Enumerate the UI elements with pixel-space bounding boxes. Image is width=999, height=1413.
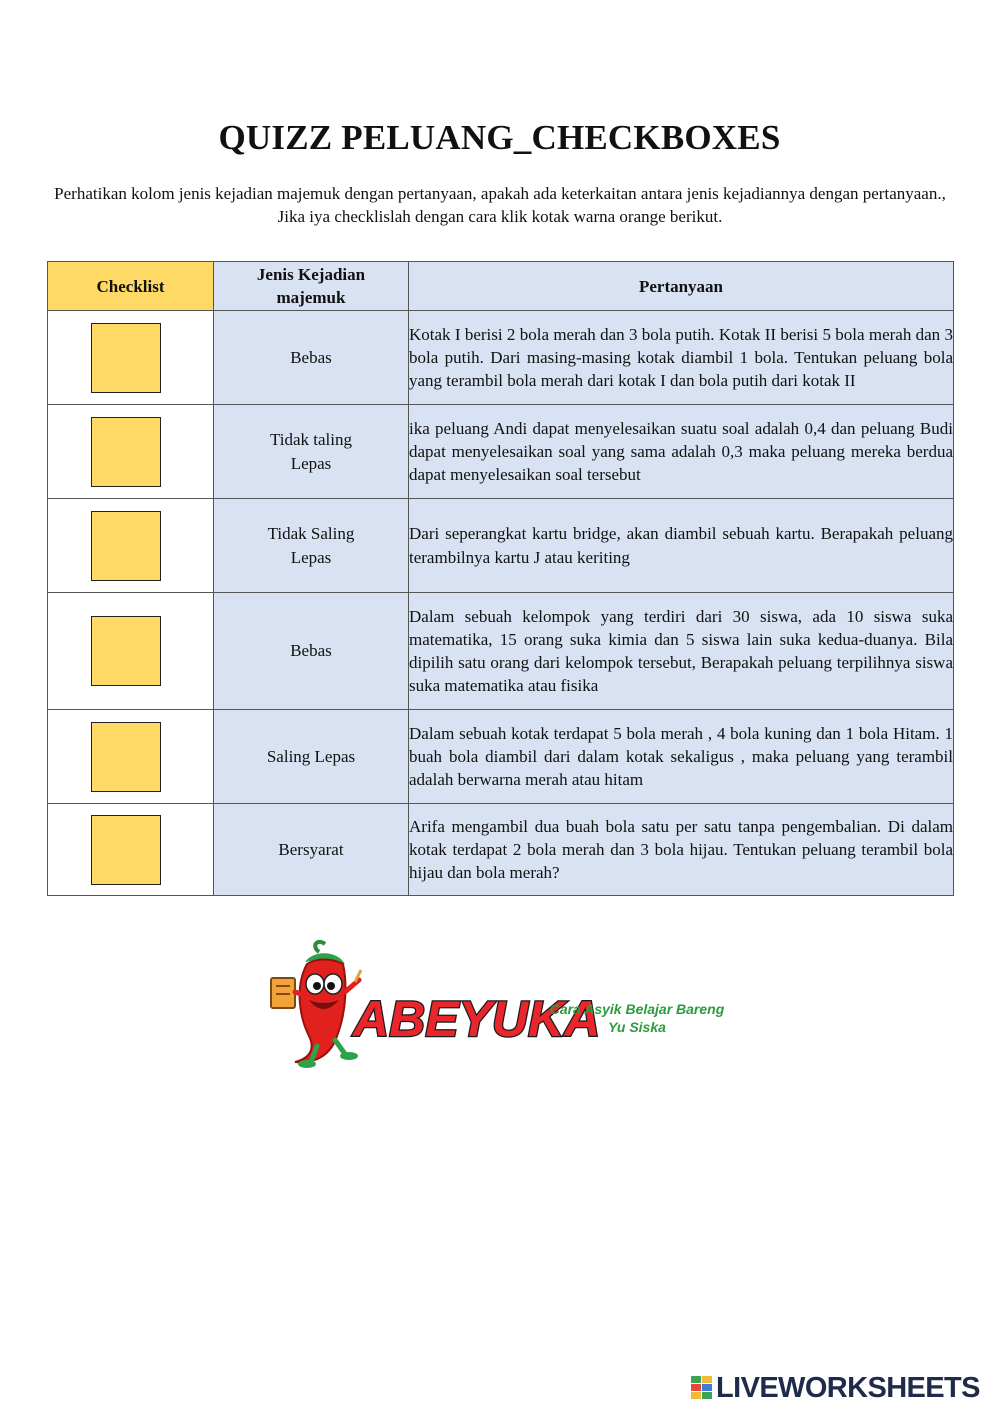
table-row: [48, 804, 954, 896]
abeyuka-logo: [265, 936, 765, 1072]
checklist-cell: [48, 311, 214, 405]
table-row: [48, 311, 954, 405]
question-text: Arifa mengambil dua buah bola satu per satu tanpa pengembalian. Di dalam kotak terdapat 2 bola merah dan 3 bola hijau. Tentukan peluang terambil bola hijau dan bola merah?: [409, 804, 954, 896]
jenis-label: Bebas: [290, 347, 332, 367]
checkbox-row-2[interactable]: [91, 417, 161, 487]
logo-tagline-line2: Yu Siska: [608, 1019, 666, 1035]
jenis-label: Tidak Saling: [267, 523, 355, 543]
question-text: Dari seperangkat kartu bridge, akan diambil sebuah kartu. Berapakah peluang terambilnya kartu J atau keriting: [409, 499, 954, 593]
jenis-label-line2: Lepas: [290, 547, 332, 567]
checklist-cell: [48, 710, 214, 804]
logo-tagline-line1: Cara Asyik Belajar Bareng: [549, 1001, 725, 1017]
jenis-label: Tidak taling: [269, 429, 353, 449]
jenis-cell: [214, 499, 409, 593]
jenis-label: Bersyarat: [278, 839, 344, 859]
jenis-cell: [214, 405, 409, 499]
question-text: Dalam sebuah kotak terdapat 5 bola merah , 4 bola kuning dan 1 bola Hitam. 1 buah bola diambil dari dalam kotak sekaligus , maka peluang yang terambil adalah berwarna merah atau hitam: [409, 710, 954, 804]
header-jenis-line1: Jenis Kejadian: [256, 265, 366, 284]
chili-mascot-icon: [271, 942, 361, 1068]
checklist-cell: [48, 804, 214, 896]
instruction-text: Perhatikan kolom jenis kejadian majemuk dengan pertanyaan, apakah ada keterkaitan antara jenis kejadiannya dengan pertanyaan., Jika iya checklislah dengan cara klik kotak warna orange berikut.: [54, 184, 946, 226]
question-text: Kotak I berisi 2 bola merah dan 3 bola putih. Kotak II berisi 5 bola merah dan 3 bola putih. Dari masing-masing kotak diambil 1 bola. Tentukan peluang bola yang terambil bola merah dari kotak I dan bola putih dari kotak II: [409, 311, 954, 405]
checkbox-row-4[interactable]: [91, 616, 161, 686]
quiz-table: [47, 261, 954, 896]
header-jenis-line2: majemuk: [276, 288, 346, 307]
checklist-cell: [48, 405, 214, 499]
checkbox-row-6[interactable]: [91, 815, 161, 885]
logo-brand: ABEYUKA: [353, 991, 601, 1047]
jenis-cell: [214, 311, 409, 405]
table-row: [48, 710, 954, 804]
header-pertanyaan: Pertanyaan: [409, 262, 954, 311]
header-checklist: Checklist: [48, 262, 214, 311]
jenis-label: Bebas: [290, 641, 332, 660]
question-text: ika peluang Andi dapat menyelesaikan suatu soal adalah 0,4 dan peluang Budi dapat menyelesaikan soal yang sama adalah 0,3 maka peluang mereka berdua dapat menyelesaikan soal tersebut: [409, 405, 954, 499]
checklist-cell: [48, 499, 214, 593]
jenis-cell: [214, 593, 409, 710]
checkbox-row-5[interactable]: [91, 722, 161, 792]
header-jenis-kejadian: [214, 262, 409, 311]
liveworksheets-text: LIVEWORKSHEETS: [716, 1372, 980, 1404]
jenis-label-line2: Lepas: [290, 453, 332, 473]
checkbox-row-1[interactable]: [91, 323, 161, 393]
jenis-cell: [214, 710, 409, 804]
table-row: [48, 499, 954, 593]
jenis-cell: [214, 804, 409, 896]
table-row: [48, 405, 954, 499]
checkbox-row-3[interactable]: [91, 511, 161, 581]
table-row: [48, 593, 954, 710]
question-text: Dalam sebuah kelompok yang terdiri dari 30 siswa, ada 10 siswa suka matematika, 15 orang suka kimia dan 5 siswa lain suka kedua-duanya. Bila dipilih satu orang dari kelompok tersebut, Berapakah peluang terpilihnya siswa suka matematika atau fisika: [409, 593, 954, 710]
page-title: QUIZZ PELUANG_CHECKBOXES: [218, 118, 781, 157]
jenis-label: Saling Lepas: [266, 746, 356, 766]
checklist-cell: [48, 593, 214, 710]
liveworksheets-logo-icon: [691, 1376, 713, 1400]
table-header-row: [48, 262, 954, 311]
liveworksheets-watermark: [691, 1372, 991, 1404]
